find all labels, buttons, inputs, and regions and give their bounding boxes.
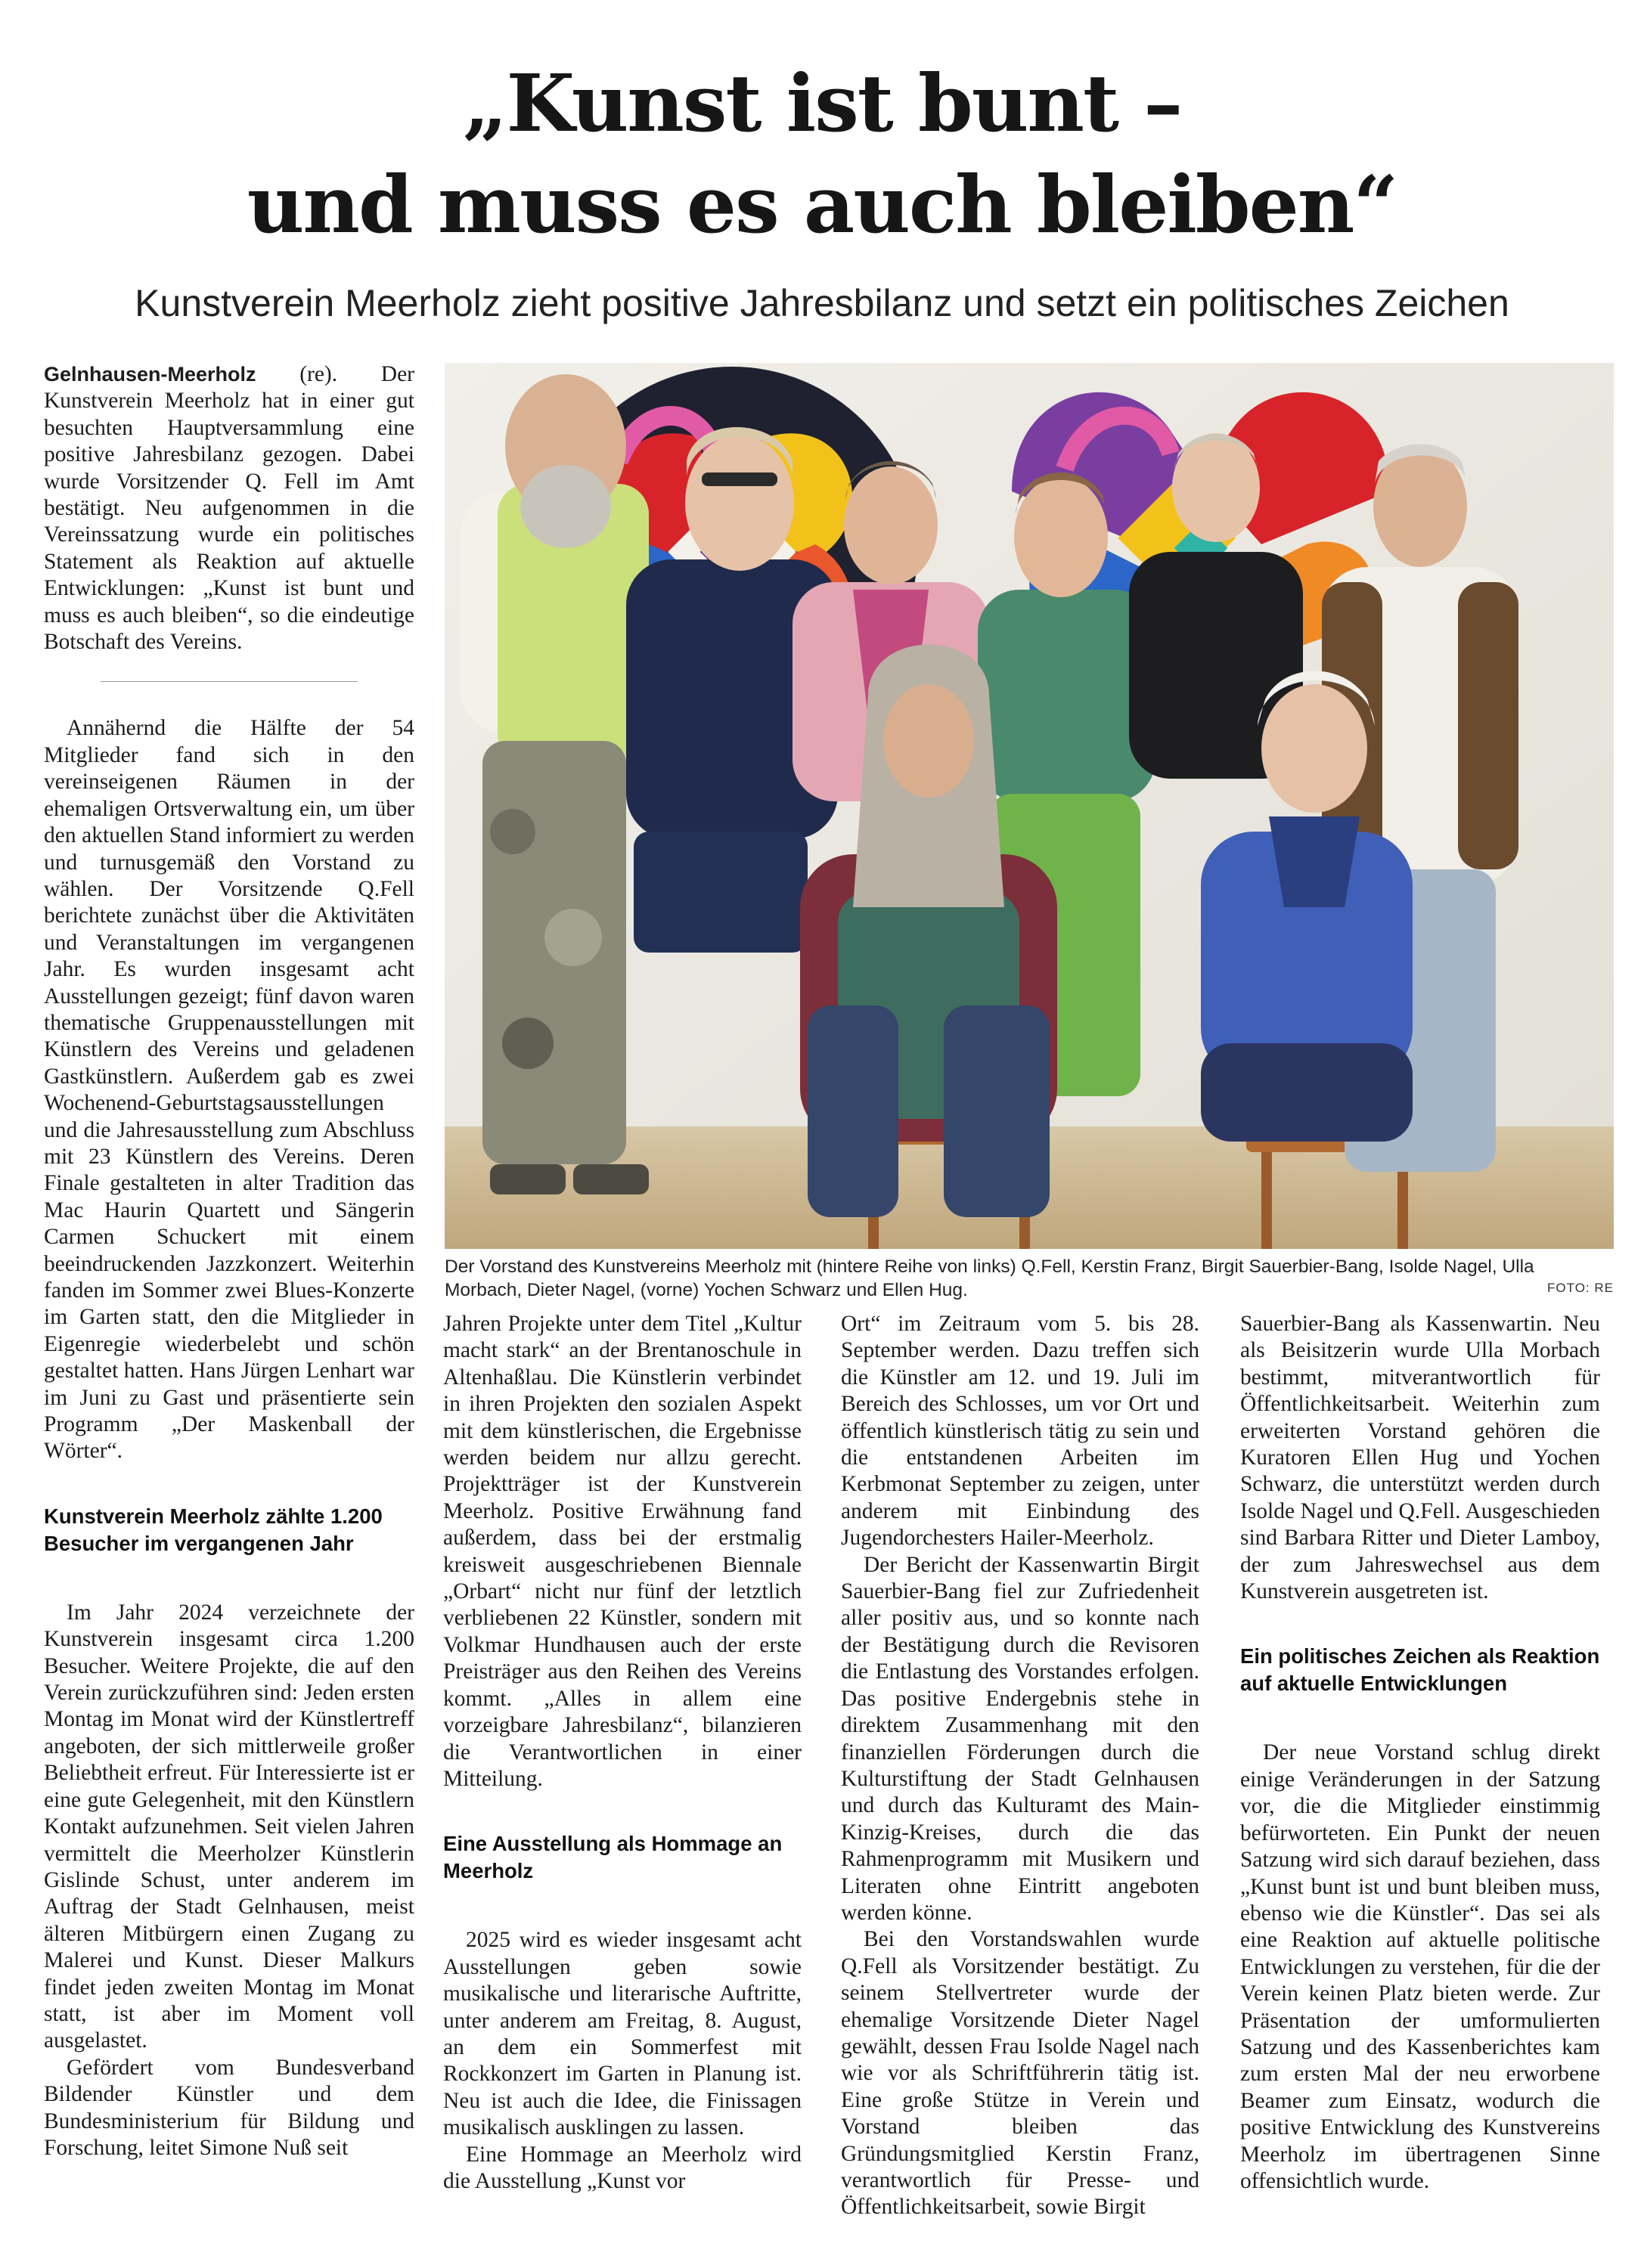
- group-photo-image: [445, 363, 1614, 1249]
- paragraph-5-start: Eine Hommage an Meerholz wird die Ausstellung „Kunst vor: [443, 2142, 802, 2193]
- person-1: [460, 374, 649, 1194]
- paragraph-7-continued: Sauerbier-Bang als Kassenwartin. Neu als Beisitzerin wurde Ulla Morbach bestimmt, mitverantwortlich für Öffentlichkeitsarbeit. Weiterhin zum erweiterten Vorstand gehören die Kuratoren Ellen Hug und Yochen Schwarz, die unterstützt werden durch Isolde Nagel und Q.Fell. Ausgeschieden sind Barbara Ritter und Dieter Lamboy, der zum Jahreswechsel aus dem Kunstverein ausgetreten ist.: [1240, 1312, 1600, 1604]
- subhead-besucher: Kunstverein Meerholz zählte 1.200 Besucher im vergangenen Jahr: [44, 1504, 383, 1555]
- lead-paragraph: [44, 361, 414, 655]
- column-4: [1240, 1311, 1600, 2268]
- photo-credit: FOTO: RE: [1547, 1281, 1614, 1295]
- dateline: Gelnhausen-Meerholz: [44, 363, 256, 386]
- column-1: [44, 361, 414, 2266]
- headline-line-1: „Kunst ist bunt –: [462, 57, 1182, 150]
- subhead-hommage: Eine Ausstellung als Hommage an Meerholz: [443, 1832, 783, 1883]
- lead-divider: [101, 681, 358, 682]
- lead-text: (re). Der Kunstverein Meerholz hat in einer gut besuchten Hauptversammlung eine positive Jahresbilanz gezogen. Dabei wurde Vorsitzender Q. Fell im Amt bestätigt. Neu aufgenommen in die Vereinssatzung wurde ein politisches Statement als Reaktion auf aktuelle Entwicklungen: „Kunst ist bunt und muss es auch bleiben“, so die eindeutige Botschaft des Vereins.: [44, 362, 414, 655]
- column-2: [443, 1311, 802, 2268]
- paragraph-2: Im Jahr 2024 verzeichnete der Kunstverein insgesamt circa 1.200 Besucher. Weitere Projekte, die auf den Verein zurückzuführen sind: Jeden ersten Montag im Monat wird der Künstlertreff angeboten, der sich mittlerweile großer Beliebtheit erfreut. Für Interessierte ist er eine gute Gelegenheit, mit den Künstlern Kontakt aufzunehmen. Seit vielen Jahren vermittelt die Meerholzer Künstlerin Gislinde Schust, unter anderem im Auftrag der Stadt Gelnhausen, meist älteren Mitbürgern einen Zugang zu Malerei und Kunst. Dieser Malkurs findet jeden zweiten Montag im Monat statt, ist aber im Moment voll ausgelastet.: [44, 1600, 414, 2053]
- column-3: [841, 1311, 1199, 2268]
- photo-caption: Der Vorstand des Kunstvereins Meerholz mit (hintere Reihe von links) Q.Fell, Kerstin Franz, Birgit Sauerbier-Bang, Isolde Nagel, Ulla Morbach, Dieter Nagel, (vorne) Yochen Schwarz und Ellen Hug.: [445, 1256, 1534, 1300]
- headline-line-2: und muss es auch bleiben“: [247, 158, 1397, 251]
- paragraph-4: 2025 wird es wieder insgesamt acht Ausstellungen geben sowie musikalische und literarische Auftritte, unter anderem am Freitag, 8. August, an dem ein Sommerfest mit Rockkonzert im Garten in Planung ist. Neu ist auch die Idee, die Finissagen musikalisch ausklingen zu lassen.: [443, 1928, 802, 2140]
- subhead-politisch: Ein politisches Zeichen als Reaktion auf aktuelle Entwicklungen: [1240, 1644, 1600, 1696]
- paragraph-8: Der neue Vorstand schlug direkt einige Veränderungen in der Satzung vor, die die Mitglieder einstimmig befürworteten. Ein Punkt der neuen Satzung wird sich darauf beziehen, dass „Kunst bunt ist und bunt bleiben muss, ebenso wie die Künstler“. Das sei als eine Reaktion auf aktuelle politische Entwicklungen zu verstehen, für die der Verein keinen Platz bieten werde. Zur Präsentation der umformulierten Satzung und des Kassenberichtes kam zum ersten Mal der neu erworbene Beamer zum Einsatz, wodurch die positive Entwicklung des Kunstvereins Meerholz im übertragenen Sinne offensichtlich wurde.: [1240, 1740, 1600, 2193]
- paragraph-7: Bei den Vorstandswahlen wurde Q.Fell als Vorsitzender bestätigt. Zu seinem Stellvertreter wurde der ehemalige Vorsitzende Dieter Nagel gewählt, dessen Frau Isolde Nagel nach wie vor als Schriftführerin tätig ist. Eine große Stütze in Verein und Vorstand bleiben das Gründungsmitglied Kerstin Franz, verantwortlich für Presse- und Öffentlichkeitsarbeit, sowie Birgit: [841, 1927, 1199, 2220]
- subheadline: Kunstverein Meerholz zieht positive Jahresbilanz und setzt ein politisches Zeichen: [135, 282, 1509, 324]
- paragraph-3-start: Gefördert vom Bundesverband Bildender Künstler und dem Bundesministerium für Bildung und Forschung, leitet Simone Nuß seit: [44, 2055, 414, 2160]
- group-photo: [445, 363, 1614, 1249]
- headline: [0, 53, 1644, 256]
- paragraph-5-continued: Ort“ im Zeitraum vom 5. bis 28. September werden. Dazu treffen sich die Künstler am 12. und 19. Juli im Bereich des Schlosses, um vor Ort und öffentlich künstlerisch tätig zu sein und die entstandenen Arbeiten im Kerbmonat September zu zeigen, unter anderem mit Einbindung des Jugendorchesters Hailer-Meerholz.: [841, 1312, 1199, 1551]
- paragraph-1: Annähernd die Hälfte der 54 Mitglieder fand sich in den vereinseigenen Räumen in der ehemaligen Ortsverwaltung ein, um über den aktuellen Stand informiert zu werden und turnusgemäß den Vorstand zu wählen. Der Vorsitzende Q.Fell berichtete zunächst über die Aktivitäten und Veranstaltungen im vergangenen Jahr. Es wurden insgesamt acht Ausstellungen gezeigt; fünf davon waren thematische Gruppenausstellungen mit Künstlern des Vereins und geladenen Gastkünstlern. Außerdem gab es zwei Wochenend-Geburtstagsausstellungen und die Jahresausstellung zum Abschluss mit 23 Künstlern des Vereins. Deren Finale gestalteten in alter Tradition das Mac Haurin Quartett und Sängerin Carmen Schuckert mit einem beeindruckenden Jazzkonzert. Weiterhin fanden im Sommer zwei Blues-Konzerte im Garten statt, den die Mitglieder in Eigenregie wiederbelebt und schön gestaltet hatten. Hans Jürgen Lenhart war im Juni zu Gast und präsentierte sein Programm „Der Maskenball der Wörter“.: [44, 716, 414, 1464]
- paragraph-6: Der Bericht der Kassenwartin Birgit Sauerbier-Bang fiel zur Zufriedenheit aller positiv aus, und so konnte nach der Bestätigung durch die Revisoren die Entlastung des Vorstandes erfolgen. Das positive Endergebnis stehe in direktem Zusammenhang mit den finanziellen Förderungen durch die Kulturstiftung der Stadt Gelnhausen und durch das Kulturamt des Main-Kinzig-Kreises, durch die das Rahmenprogramm mit Musikern und Literaten ohne Eintritt angeboten werden könne.: [841, 1552, 1199, 1925]
- paragraph-3-continued: Jahren Projekte unter dem Titel „Kultur macht stark“ an der Brentanoschule in Altenhaßlau. Die Künstlerin verbindet in ihren Projekten den sozialen Aspekt mit dem künstlerischen, die Ergebnisse werden beidem nur allzu gerecht. Projektträger ist der Kunstverein Meerholz. Positive Erwähnung fand außerdem, dass bei der erstmalig kreisweit ausgeschriebenen Biennale „Orbart“ nicht nur fünf der letztlich verbliebenen 22 Künstler, sondern mit Volkmar Hundhausen auch der erste Preisträger aus den Reihen des Vereins kommt. „Alles in allem eine vorzeigbare Jahresbilanz“, bilanzieren die Verantwortlichen in einer Mitteilung.: [443, 1312, 802, 1791]
